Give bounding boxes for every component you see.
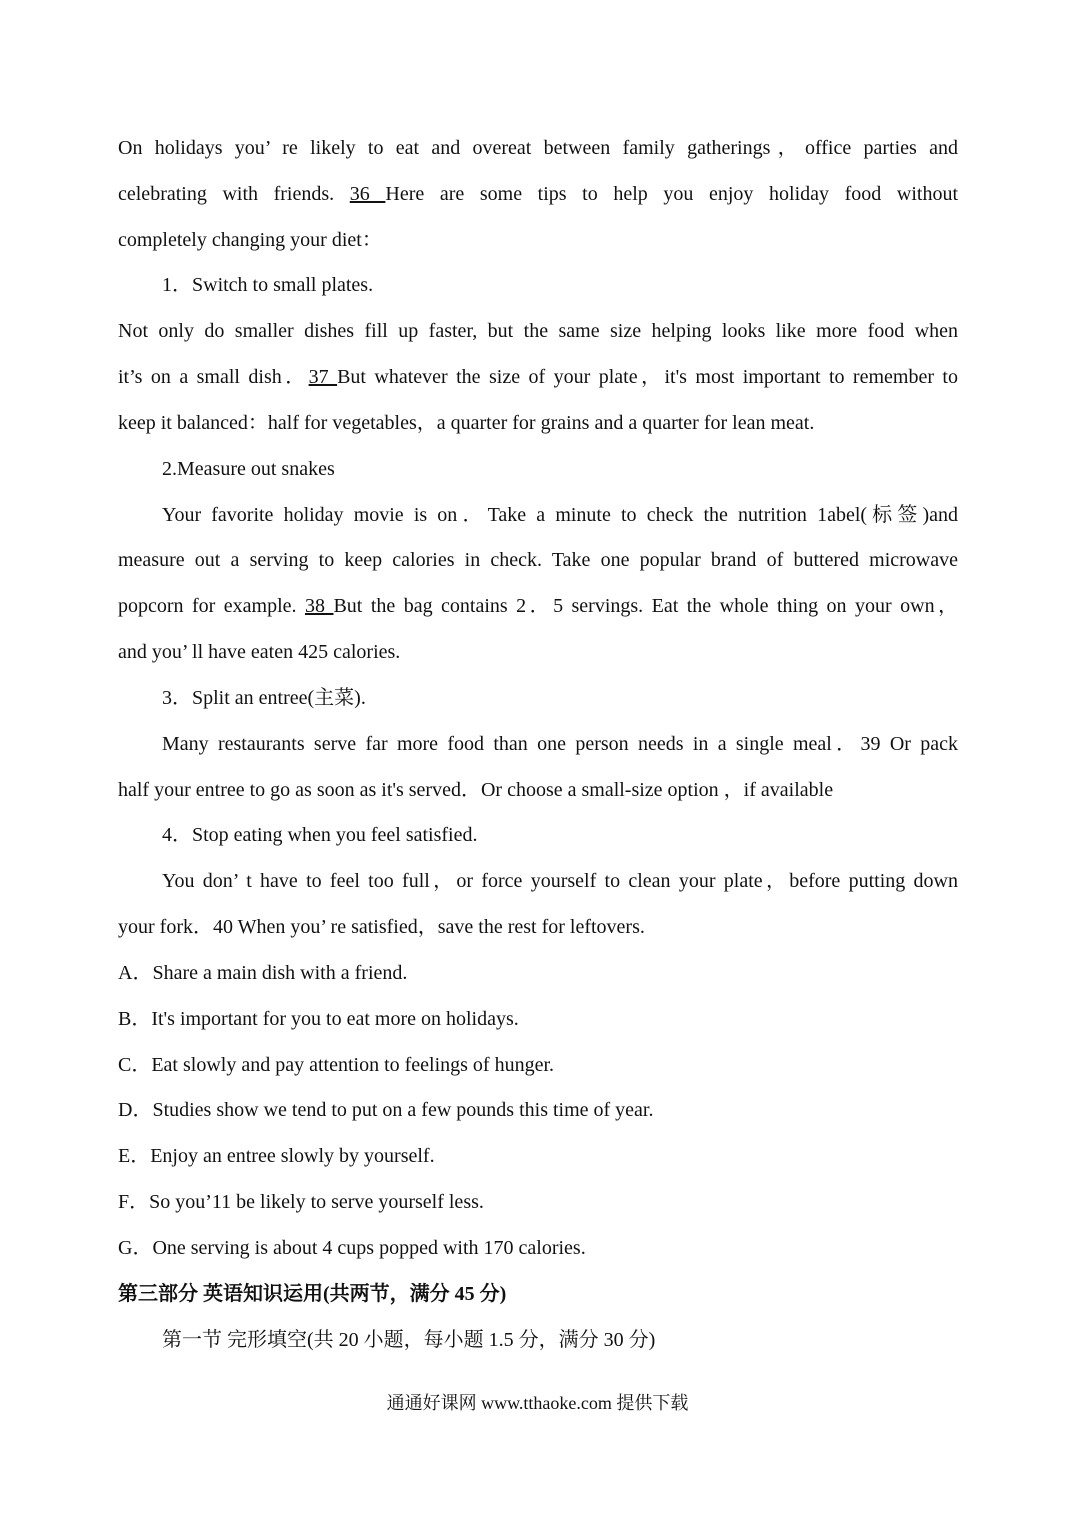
passage-line: You don’ t have to feel too full，or force yourself to clean your plate，before putting down	[162, 870, 958, 892]
passage-line: popcorn for example. 38 But the bag contains 2．5 servings. Eat the whole thing on your own，	[118, 595, 959, 617]
tip-heading-1: 1．Switch to small plates.	[162, 274, 374, 296]
option-g: G．One serving is about 4 cups popped with 170 calories.	[118, 1237, 586, 1259]
tip-heading-4: 4．Stop eating when you feel satisfied.	[162, 824, 478, 846]
blank-38: 38	[305, 595, 334, 617]
passage-line: measure out a serving to keep calories in check. Take one popular brand of buttered microwave	[118, 549, 958, 571]
passage-line: Many restaurants serve far more food than one person needs in a single meal．39 Or pack	[162, 733, 958, 755]
option-c: C．Eat slowly and pay attention to feelings of hunger.	[118, 1054, 555, 1076]
option-a: A．Share a main dish with a friend.	[118, 962, 408, 984]
passage-line: keep it balanced：half for vegetables，a quarter for grains and a quarter for lean meat.	[118, 412, 815, 434]
passage-line: your fork．40 When you’ re satisfied，save the rest for leftovers.	[118, 916, 645, 938]
option-e: E．Enjoy an entree slowly by yourself.	[118, 1145, 435, 1167]
option-b: B．It's important for you to eat more on holidays.	[118, 1008, 519, 1030]
passage-line: celebrating with friends. 36 Here are some tips to help you enjoy holiday food without	[118, 183, 959, 205]
option-d: D．Studies show we tend to put on a few pounds this time of year.	[118, 1099, 654, 1121]
tip-heading-2: 2.Measure out snakes	[162, 458, 335, 480]
passage-line: half your entree to go as soon as it's served．Or choose a small-size option ，if available	[118, 779, 834, 801]
tip-heading-3: 3．Split an entree(主菜).	[162, 687, 366, 709]
passage-line: Not only do smaller dishes fill up faster, but the same size helping looks like more food when	[118, 320, 958, 342]
blank-37: 37	[308, 366, 338, 388]
section-subtitle: 第一节 完形填空(共 20 小题，每小题 1.5 分，满分 30 分)	[162, 1329, 656, 1351]
section-title: 第三部分 英语知识运用(共两节，满分 45 分)	[118, 1283, 507, 1305]
passage-line: and you’ ll have eaten 425 calories.	[118, 641, 401, 663]
page-footer: 通通好课网 www.tthaoke.com 提供下载	[386, 1393, 689, 1413]
passage-line: it’s on a small dish．37 But whatever the size of your plate，it's most important to remember to	[118, 366, 958, 388]
passage-line: completely changing your diet：	[118, 229, 382, 251]
passage-line: Your favorite holiday movie is on．Take a minute to check the nutrition 1abel(标签)and	[162, 504, 958, 526]
blank-36: 36	[349, 183, 386, 205]
option-f: F．So you’11 be likely to serve yourself less.	[118, 1191, 484, 1213]
passage-line: On holidays you’ re likely to eat and overeat between family gatherings，office parties and	[118, 137, 958, 159]
